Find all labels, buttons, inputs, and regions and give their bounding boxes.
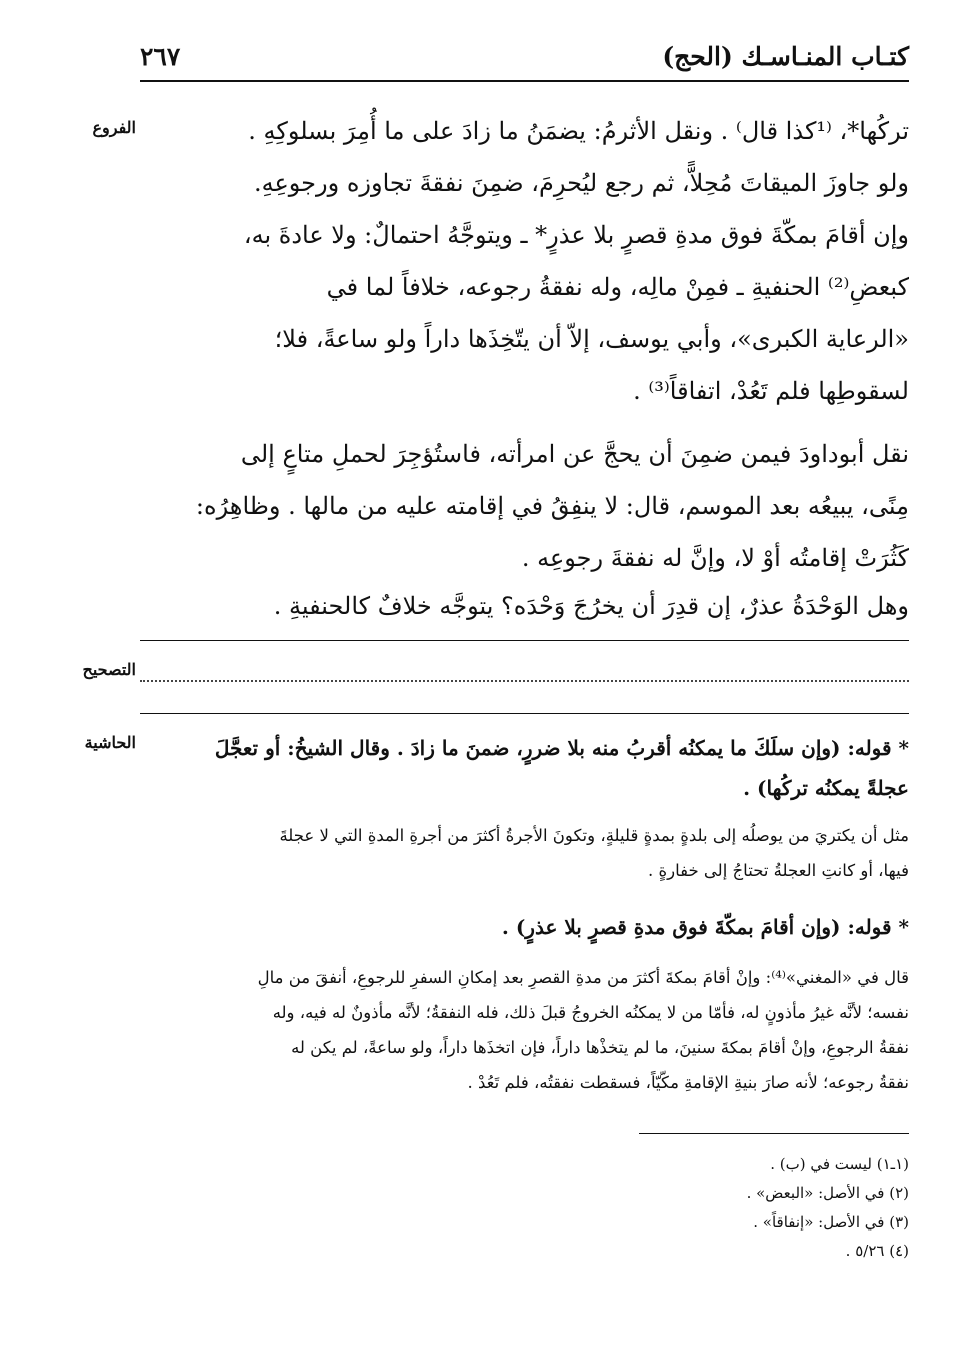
main-text-line: مِنًى، يبيعُه بعد الموسم، قال: لا ينفِقُ في إقامته عليه من مالها . وظاهِرُه: <box>195 492 909 520</box>
main-text-line: كبعضِ⁽²⁾ الحنفيةِ ـ فمِنْ مالِه، وله نفقةُ رجوعه، خلافاً لما في <box>326 273 909 301</box>
hashiya-text-line: نفقةُ رجوعه؛ لأنه صارَ بنيةِ الإقامةِ مكّيّاً، فسقطت نفقتُه، فلم تَعُدْ . <box>467 1073 909 1092</box>
hashiya-text-line: قال في «المغني»⁽⁴⁾: وإنْ أقامَ بمكةَ أكثرَ من مدةِ القصرِ بعد إمكانِ السفرِ للرجوعِ، أنفقَ من مالِ <box>257 968 909 987</box>
footnote: (٣) في الأصل: «إنفاقاً» . <box>753 1213 909 1231</box>
hashiya-text-line: مثل أن يكتريَ من يوصلُه إلى بلدةٍ بمدةٍ قليلةٍ، وتكونَ الأجرةُ أكثرَ من أجرةِ المدةِ التي لا عجلةَ <box>279 826 909 845</box>
hashiya-text-line: فيها، أو كانتِ العجلةُ تحتاجُ إلى خفارةٍ . <box>648 861 909 880</box>
main-text-line: ولو جاوزَ الميقاتَ مُحِلاًّ، ثم رجع ليُحرِمَ، ضمِنَ نفقةَ تجاوزه ورجوعِهِ. <box>253 169 909 197</box>
hashiya-quote-line: عجلةً يمكنُه تركُها) . <box>743 776 909 800</box>
main-text-block-3 <box>140 580 909 632</box>
section-rule-top <box>140 640 909 641</box>
section-label-furu: الفروع <box>92 118 136 137</box>
footnotes <box>140 1150 909 1266</box>
footnote: (٤) ٥/٢٦ . <box>845 1242 909 1260</box>
header-rule <box>140 80 909 82</box>
main-text-block-2 <box>140 428 909 584</box>
hashiya-quote-line: * قوله: (وإن أقامَ بمكّةَ فوق مدةِ قصرٍ بلا عذرٍ) . <box>501 915 909 939</box>
hashiya-note-2-body <box>140 960 909 1100</box>
hashiya-text-line: نفقةُ الرجوعِ، وإنْ أقامَ بمكةَ سنينَ، ما لم يتخذْها داراً، فإن اتخذَها داراً، ولو ساعةً، لم يكن له <box>291 1038 909 1057</box>
section-label-hashiya: الحاشية <box>84 733 136 752</box>
footnote-rule <box>639 1133 909 1134</box>
main-text-block-1 <box>140 105 909 417</box>
hashiya-note-1-body <box>140 818 909 888</box>
footnote: (٢) في الأصل: «البعض» . <box>746 1184 909 1202</box>
tashih-dotted-line <box>140 680 909 682</box>
main-text-line: وإن أقامَ بمكّةَ فوق مدةِ قصرٍ بلا عذرٍ* ـ ويتوجَّهُ احتمالٌ: ولا عادةَ به، <box>243 221 909 249</box>
main-text-line: لسقوطِها فلم تَعُدْ، اتفاقاً⁽³⁾ . <box>633 377 909 405</box>
page-number: ٢٦٧ <box>140 42 181 71</box>
hashiya-note-2 <box>140 907 909 947</box>
hashiya-text-line: نفسه؛ لأنَّه غيرُ مأذونٍ له، فأمّا من لا يمكنُه الخروجُ قبلَ ذلك، فله النفقةُ؛ لأنَّه مأذونٌ له فيه، وله <box>272 1003 909 1022</box>
section-label-tashih: التصحيح <box>82 660 136 679</box>
hashiya-note-1 <box>140 728 909 808</box>
section-rule-bottom <box>140 713 909 714</box>
footnote: (١ـ١) ليست في (ب) . <box>770 1155 909 1173</box>
main-text-line: كَثُرَتْ إقامتُه أوْ لا، وإنَّ له نفقةَ رجوعِه . <box>521 544 909 572</box>
main-text-line: تركُها*، ⁽¹كذا قال⁾ . ونقل الأثرمُ: يضمَنُ ما زادَ على ما أُمِرَ بسلوكِهِ . <box>248 117 909 145</box>
main-text-line: وهل الوَحْدَةُ عذرٌ، إن قدِرَ أن يخرُجَ وَحْدَه؟ يتوجَّه خلافٌ كالحنفيةِ . <box>273 592 909 620</box>
main-text-line: «الرعاية الكبرى»، وأبي يوسف، إلاّ أن يتّخِذَها داراً ولو ساعةً، فلا؛ <box>274 325 909 353</box>
main-text-line: نقل أبوداودَ فيمن ضمِنَ أن يحجَّ عن امرأته، فاستُؤجِرَ لحملِ متاعٍ إلى <box>240 440 909 468</box>
running-header-title: كتـاب المنـاسـك (الحج) <box>662 42 909 71</box>
hashiya-quote-line: * قوله: (وإن سلَكَ ما يمكنُه أقربُ منه بلا ضررٍ، ضمنَ ما زادَ . وقال الشيخُ: أو تعجَّلَ <box>214 736 909 760</box>
